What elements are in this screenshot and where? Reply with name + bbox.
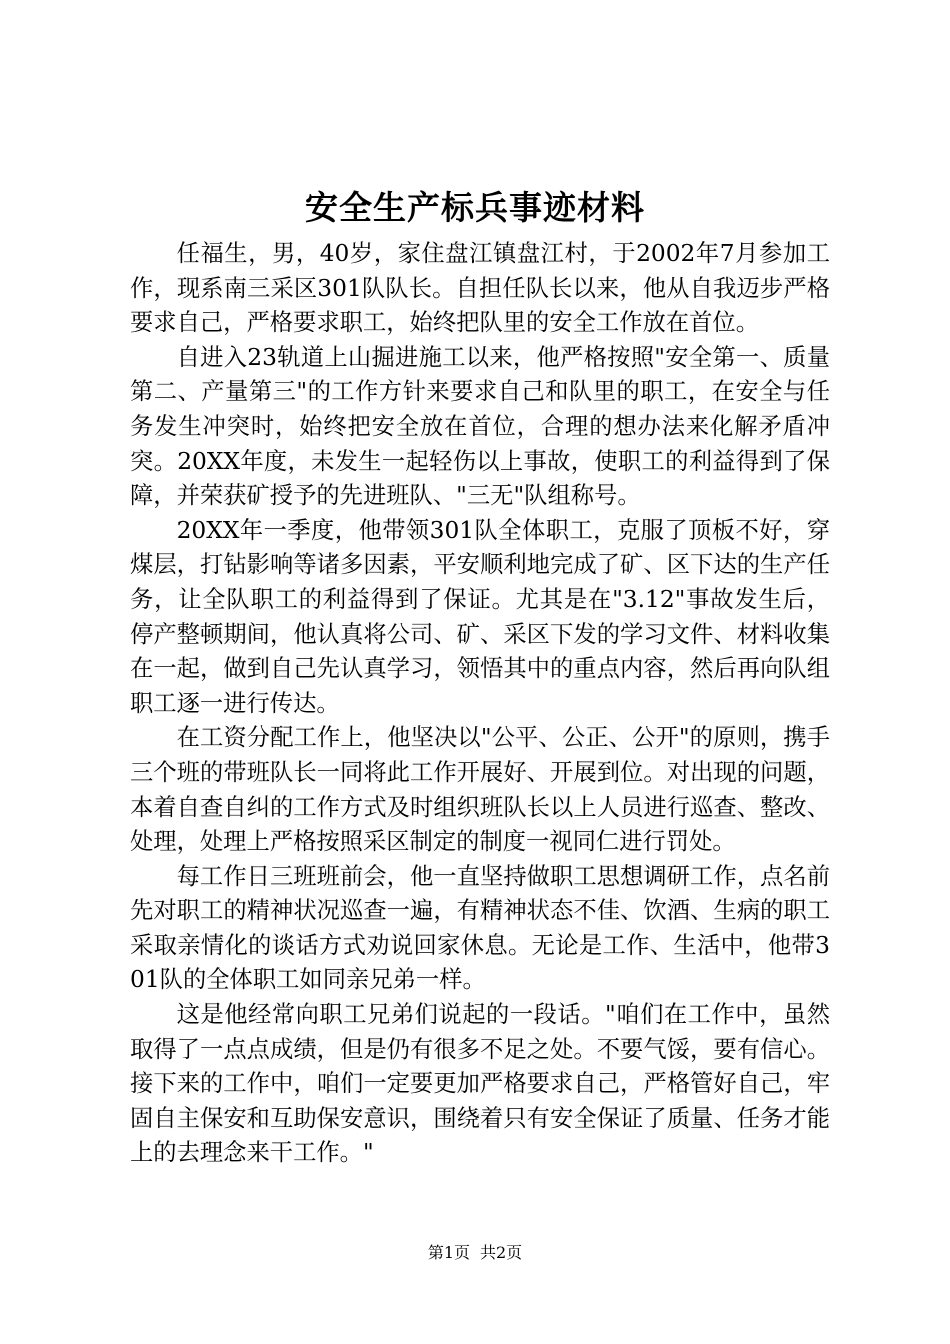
paragraph-5: 每工作日三班班前会，他一直坚持做职工思想调研工作，点名前先对职工的精神状况巡查一遍，有精神状态不佳、饮酒、生病的职工采取亲情化的谈话方式劝说回家休息。无论是工作、生活中，他带301队的全体职工如同亲兄弟一样。 [130, 862, 830, 994]
paragraph-1: 任福生，男，40岁，家住盘江镇盘江村，于2002年7月参加工作，现系南三采区301队队长。自担任队长以来，他从自我迈步严格要求自己，严格要求职工，始终把队里的安全工作放在首位。 [130, 240, 830, 337]
document-body [130, 237, 830, 1171]
page-footer [0, 1243, 950, 1263]
page-total: 共2页 [480, 1243, 523, 1262]
paragraph-6: 这是他经常向职工兄弟们说起的一段话。"咱们在工作中，虽然取得了一点点成绩，但是仍有很多不足之处。不要气馁，要有信心。接下来的工作中，咱们一定要更加严格要求自己，严格管好自己，牢固自主保安和互助保安意识，围绕着只有安全保证了质量、任务才能上的去理念来干工作。" [130, 1001, 830, 1167]
paragraph-2: 自进入23轨道上山掘进施工以来，他严格按照"安全第一、质量第二、产量第三"的工作方针来要求自己和队里的职工，在安全与任务发生冲突时，始终把安全放在首位，合理的想办法来化解矛盾冲突。20XX年度，未发生一起轻伤以上事故，使职工的利益得到了保障，并荣获矿授予的先进班队、"三无"队组称号。 [130, 343, 830, 510]
page-number: 第1页 [427, 1243, 470, 1262]
paragraph-3: 20XX年一季度，他带领301队全体职工，克服了顶板不好，穿煤层，打钻影响等诸多因素，平安顺利地完成了矿、区下达的生产任务，让全队职工的利益得到了保证。尤其是在"3.12"事故发生后，停产整顿期间，他认真将公司、矿、采区下发的学习文件、材料收集在一起，做到自己先认真学习，领悟其中的重点内容，然后再向队组职工逐一进行传达。 [130, 516, 830, 717]
paragraph-4: 在工资分配工作上，他坚决以"公平、公正、公开"的原则，携手三个班的带班队长一同将此工作开展好、开展到位。对出现的问题，本着自查自纠的工作方式及时组织班队长以上人员进行巡查、整改、处理，处理上严格按照采区制定的制度一视同仁进行罚处。 [130, 724, 830, 856]
document-title: 安全生产标兵事迹材料 [305, 188, 645, 227]
